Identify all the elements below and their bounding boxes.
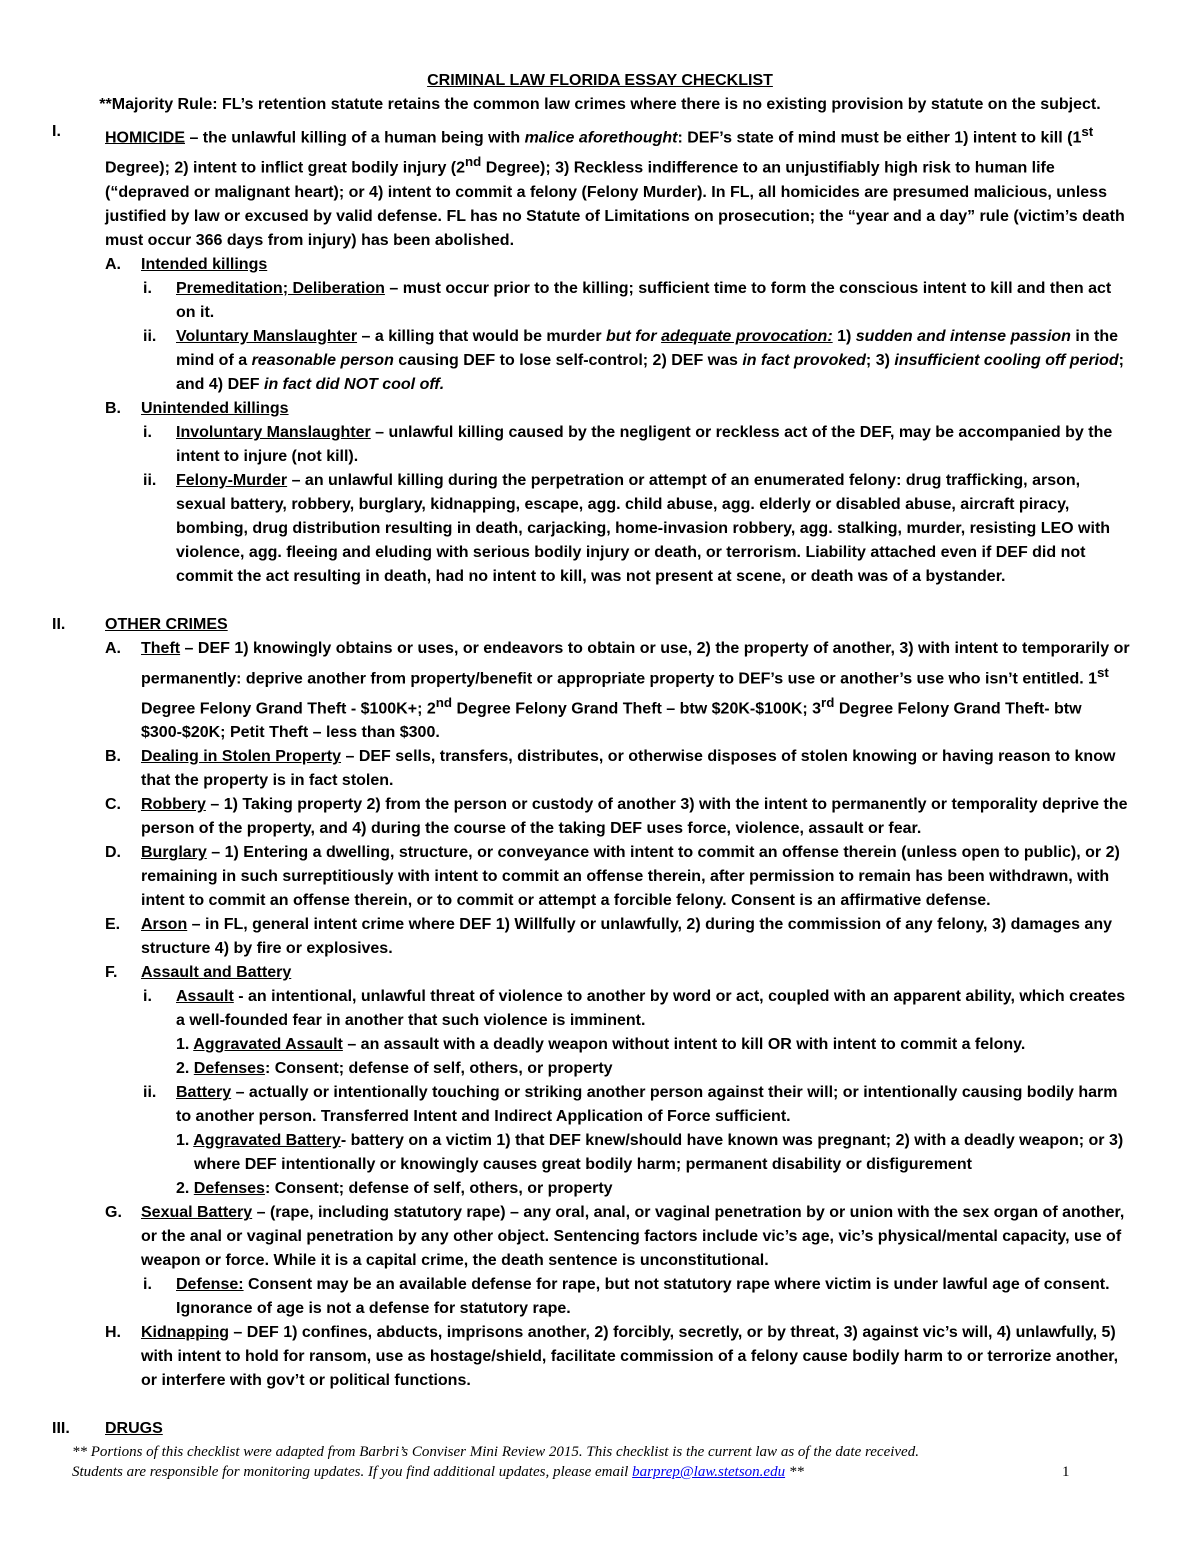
subsection-dealing-stolen-property [0,745,1200,793]
item-text: – an unlawful killing during the perpetration or attempt of an enumerated felony: drug trafficking, arson, sexual battery, robbery, burglary, kidnapping, escape, agg. child abuse, agg. elderly or disabled abuse, aircraft piracy, bombing, drug distribution resulting in death, carjacking, home-invasion robbery, agg. stalking, murder, resisting LEO with violence, agg. fleeing and eluding with serious bodily injury or death, or terrorism. Liability attached even if DEF did not commit the act resulting in death, had no intent to kill, was not present at scene, or death was of a bystander. [176,471,1111,585]
item-label: i. [143,988,152,1006]
subsection-heading: Dealing in Stolen Property [141,748,342,766]
subsection-label: B. [105,399,121,417]
item-heading: Battery [176,1084,232,1102]
item-felony-murder [0,469,1200,589]
item-text: – actually or intentionally touching or striking another person against their will; or intentionally causing bodily harm to another person. Transferred Intent and Indirect Application of Force sufficient. [176,1084,1118,1126]
subsection-kidnapping [0,1321,1200,1393]
item-label: ii. [143,327,157,345]
item-text: but for [605,327,662,345]
section-other-crimes [0,613,1200,637]
item-text: – must occur prior to the killing; sufficient time to form the conscious intent to kill and then act on it. [176,279,1112,321]
subsection-text: – in FL, general intent crime where DEF 1) Willfully or unlawfully, 2) during the commission of any felony, 3) damages any structure 4) by fire or explosives. [141,916,1112,958]
homicide-text: – the unlawful killing of a human being with [185,129,525,147]
subsection-label: A. [105,639,121,657]
item-assault [0,985,1200,1033]
section-label: I. [52,123,61,140]
malice-term: malice aforethought [524,129,678,147]
subsection-label: C. [105,796,121,814]
subsection-label: B. [105,748,121,766]
subsection-text: – 1) Taking property 2) from the person or custody of another 3) with the intent to permanently or temporality deprive the person of the property, and 4) during the course of the taking DEF uses force, violence, assault or fear. [141,796,1128,838]
subsection-intended-killings [0,253,1200,277]
sub-item-text: : Consent; defense of self, others, or property [264,1060,613,1078]
item-text: in fact provoked [742,351,866,369]
item-label: ii. [143,1084,157,1102]
subsection-label: F. [105,964,118,982]
item-text: causing DEF to lose self-control; 2) DEF was [393,351,743,369]
sub-item-battery-defenses [0,1177,1200,1201]
subsection-label: H. [105,1324,121,1342]
sub-item-aggravated-assault [0,1033,1200,1057]
superscript: nd [435,694,453,710]
subsection-assault-battery [0,961,1200,985]
sub-item-number: 2. [176,1060,194,1078]
subsection-text: Degree Felony Grand Theft – btw $20K-$100K; 3 [452,700,822,718]
sub-item-text: – an assault with a deadly weapon without intent to kill OR with intent to commit a felony. [342,1036,1026,1054]
item-text: Consent may be an available defense for rape, but not statutory rape where victim is under lawful age of consent. Ignorance of age is not a defense for statutory rape. [176,1276,1110,1318]
item-text: – unlawful killing caused by the negligent or reckless act of the DEF, may be accompanied by the intent to injure (not kill). [176,423,1113,465]
homicide-text: : DEF’s state of mind must be either 1) intent to kill (1 [677,129,1082,147]
subsection-heading: Theft [141,639,181,657]
subsection-label: G. [105,1204,122,1222]
subsection-heading: Assault and Battery [141,964,292,982]
homicide-text: Degree); 3) Reckless indifference to an unjustifiably high risk to human life (“depraved or malignant heart); or 4) intent to commit a felony (Felony Murder). In FL, all homicides are presumed malicious, unless justified by law or excused by valid defense. FL has no Statute of Limitations on prosecution; the “year and a day” rule (victim’s death must occur 366 days from injury) has been abolished. [105,159,1125,249]
subsection-heading: Unintended killings [141,399,289,417]
section-label: III. [52,1420,70,1438]
superscript: st [1097,664,1109,680]
item-text: in fact did NOT cool off. [264,375,445,393]
subsection-unintended-killings [0,397,1200,421]
subsection-heading: Intended killings [141,255,268,273]
item-label: i. [143,423,152,441]
subsection-heading: Robbery [141,796,206,814]
section-heading-homicide: HOMICIDE [105,129,185,147]
item-voluntary-manslaughter [0,325,1200,397]
item-text: sudden and intense passion [855,327,1071,345]
subsection-burglary [0,841,1200,913]
subsection-heading: Sexual Battery [141,1204,253,1222]
item-text: reasonable person [251,351,394,369]
subsection-heading: Kidnapping [141,1324,229,1342]
section-heading-drugs: DRUGS [105,1420,163,1438]
item-heading: Involuntary Manslaughter [176,423,371,441]
sub-item-heading: Aggravated Battery [193,1132,341,1150]
subsection-text: – DEF sells, transfers, distributes, or otherwise disposes of stolen knowing or having reason to know that the property is in fact stolen. [141,748,1116,790]
majority-rule-note: **Majority Rule: FL’s retention statute retains the common law crimes where there is no existing provision by statute on the subject. [99,96,1101,113]
item-involuntary-manslaughter [0,421,1200,469]
section-label: II. [52,615,66,633]
subsection-label: D. [105,844,121,862]
sub-item-text: - battery on a victim 1) that DEF knew/should have known was pregnant; 2) with a deadly weapon; or 3) where DEF intentionally or knowingly causes great bodily harm; permanent disability or disfigurement [194,1132,1124,1174]
sub-item-heading: Defenses [193,1060,265,1078]
subsection-text: Degree Felony Grand Theft - $100K+; 2 [141,700,436,718]
document-title: CRIMINAL LAW FLORIDA ESSAY CHECKLIST [427,72,773,89]
homicide-text: Degree); 2) intent to inflict great bodily injury (2 [105,159,466,177]
sub-item-assault-defenses [0,1057,1200,1081]
subsection-text: – 1) Entering a dwelling, structure, or conveyance with intent to commit an offense therein (unless open to public), or 2) remaining in such surreptitiously with intent to commit an offense therein, after permission to remain has been withdrawn, with intent to commit an offense therein, or to commit or attempt a forcible felony. Consent is an affirmative defense. [141,844,1120,910]
spacer [0,589,1200,613]
item-heading: Voluntary Manslaughter [176,327,358,345]
item-text: ; and 4) DEF [176,351,1124,393]
footer-line-2 [72,1462,1132,1482]
footer-line-1: ** Portions of this checklist were adapted from Barbri’s Conviser Mini Review 2015. This checklist is the current law as of the date received. [72,1444,919,1460]
item-sexual-battery-defense [0,1273,1200,1321]
superscript: nd [465,154,482,170]
item-text: insufficient cooling off period [894,351,1119,369]
superscript: rd [821,694,835,710]
item-label: ii. [143,471,157,489]
item-heading: Defense: [176,1276,244,1294]
item-text: - an intentional, unlawful threat of violence to another by word or act, coupled with an apparent ability, which creates a well-founded fear in another that such violence is imminent. [176,988,1126,1030]
sub-item-number: 1. [176,1132,194,1150]
item-label: i. [143,279,152,297]
item-premeditation [0,277,1200,325]
contact-email-link[interactable]: barprep@law.stetson.edu [632,1464,786,1480]
checklist-content [0,120,1200,1441]
subsection-robbery [0,793,1200,841]
sub-item-text: : Consent; defense of self, others, or property [264,1180,613,1198]
item-text: 1) [832,327,856,345]
section-drugs [0,1417,1200,1441]
sub-item-aggravated-battery [0,1129,1200,1177]
subsection-label: E. [105,916,121,934]
subsection-text: – DEF 1) confines, abducts, imprisons another, 2) forcibly, secretly, or by threat, 3) against vic’s will, 4) unlawfully, 5) with intent to hold for ransom, use as hostage/shield, facilitate commission of a felony cause bodily harm to or terrorize another, or interfere with gov’t or political functions. [141,1324,1119,1390]
subsection-text: – DEF 1) knowingly obtains or uses, or endeavors to obtain or use, 2) the property of another, 3) with intent to temporarily or permanently: deprive another from property/benefit or appropriate property to DEF’s use or another’s use who isn’t entitled. 1 [141,639,1130,687]
item-text: – a killing that would be murder [357,327,606,345]
item-text: ; 3) [865,351,895,369]
item-text: in the mind of a [176,327,1119,369]
subsection-text: – (rape, including statutory rape) – any oral, anal, or vaginal penetration by or union with the sex organ of another, or the anal or vaginal penetration by any other object. Sentencing factors include vic’s age, vic’s physical/mental capacity, use of weapon or force. While it is a capital crime, the death sentence is unconstitutional. [141,1204,1125,1270]
section-heading-other-crimes: OTHER CRIMES [105,615,228,633]
sub-item-number: 1. [176,1036,194,1054]
item-text: adequate provocation: [661,327,833,345]
item-battery [0,1081,1200,1129]
footer-text-end: ** [785,1464,804,1480]
sub-item-heading: Defenses [193,1180,265,1198]
subsection-label: A. [105,255,121,273]
subsection-heading: Arson [141,916,188,934]
sub-item-heading: Aggravated Assault [193,1036,343,1054]
item-heading: Felony-Murder [176,471,288,489]
subsection-arson [0,913,1200,961]
subsection-text: Degree Felony Grand Theft- btw $300-$20K; Petit Theft – less than $300. [141,700,1082,742]
page-footer [72,1442,1132,1482]
page-number: 1 [1062,1464,1070,1480]
sub-item-number: 2. [176,1180,194,1198]
footer-text: Students are responsible for monitoring updates. If you find additional updates, please email [72,1464,633,1480]
item-label: i. [143,1276,152,1294]
spacer [0,1393,1200,1417]
section-homicide [0,120,1200,253]
superscript: st [1081,124,1094,139]
item-heading: Premeditation; Deliberation [176,279,385,297]
item-heading: Assault [176,988,234,1006]
subsection-sexual-battery [0,1201,1200,1273]
subsection-theft [0,637,1200,746]
subsection-heading: Burglary [141,844,207,862]
